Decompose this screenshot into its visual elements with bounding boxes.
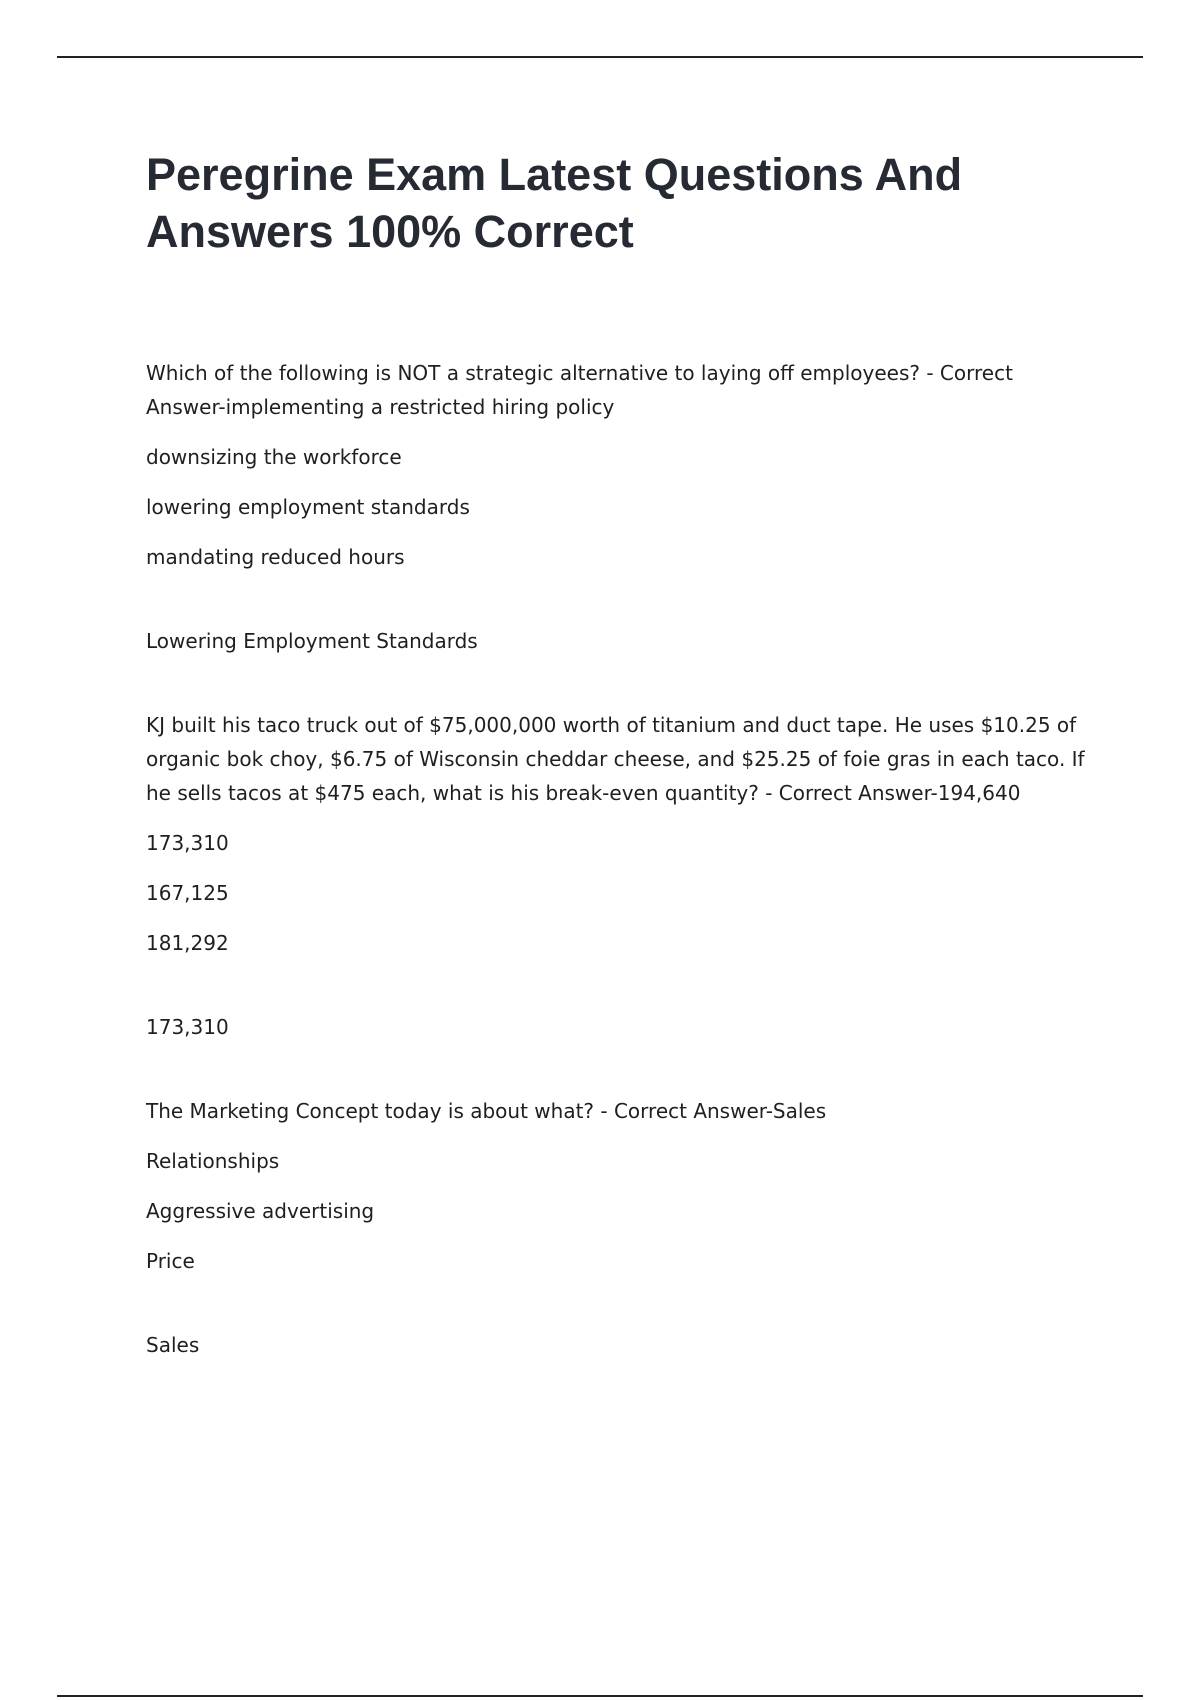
answer-option: mandating reduced hours — [146, 545, 405, 569]
question-text: KJ built his taco truck out of $75,000,000 worth of titanium and duct tape. He uses $10.25 of organic bok choy, $6.75 of Wisconsin cheddar cheese, and $25.25 of foie gras in each taco. If he sells tacos at $475 each, what is his break-even quantity? - Correct Answer-194,640 — [146, 713, 1085, 805]
qa-block — [146, 1094, 1086, 1362]
document-title: Peregrine Exam Latest Questions And Answers 100% Correct — [146, 149, 963, 257]
answer-option: 173,310 — [146, 831, 229, 855]
bottom-rule — [57, 1695, 1143, 1697]
question-text: Which of the following is NOT a strategic alternative to laying off employees? - Correct Answer-implementing a restricted hiring policy — [146, 361, 1013, 419]
answer-option: 167,125 — [146, 881, 229, 905]
answer-option: Relationships — [146, 1149, 280, 1173]
qa-content — [146, 356, 1086, 1412]
answer-option: downsizing the workforce — [146, 445, 402, 469]
answer-option: Aggressive advertising — [146, 1199, 375, 1223]
answer-option: 181,292 — [146, 931, 229, 955]
question-text: The Marketing Concept today is about what? - Correct Answer-Sales — [146, 1099, 827, 1123]
answer-text: Lowering Employment Standards — [146, 629, 478, 653]
answer-text: Sales — [146, 1333, 200, 1357]
answer-option: Price — [146, 1249, 195, 1273]
answer-option: lowering employment standards — [146, 495, 470, 519]
qa-block — [146, 708, 1086, 1044]
qa-block — [146, 356, 1086, 658]
top-rule — [57, 56, 1143, 58]
answer-text: 173,310 — [146, 1015, 229, 1039]
